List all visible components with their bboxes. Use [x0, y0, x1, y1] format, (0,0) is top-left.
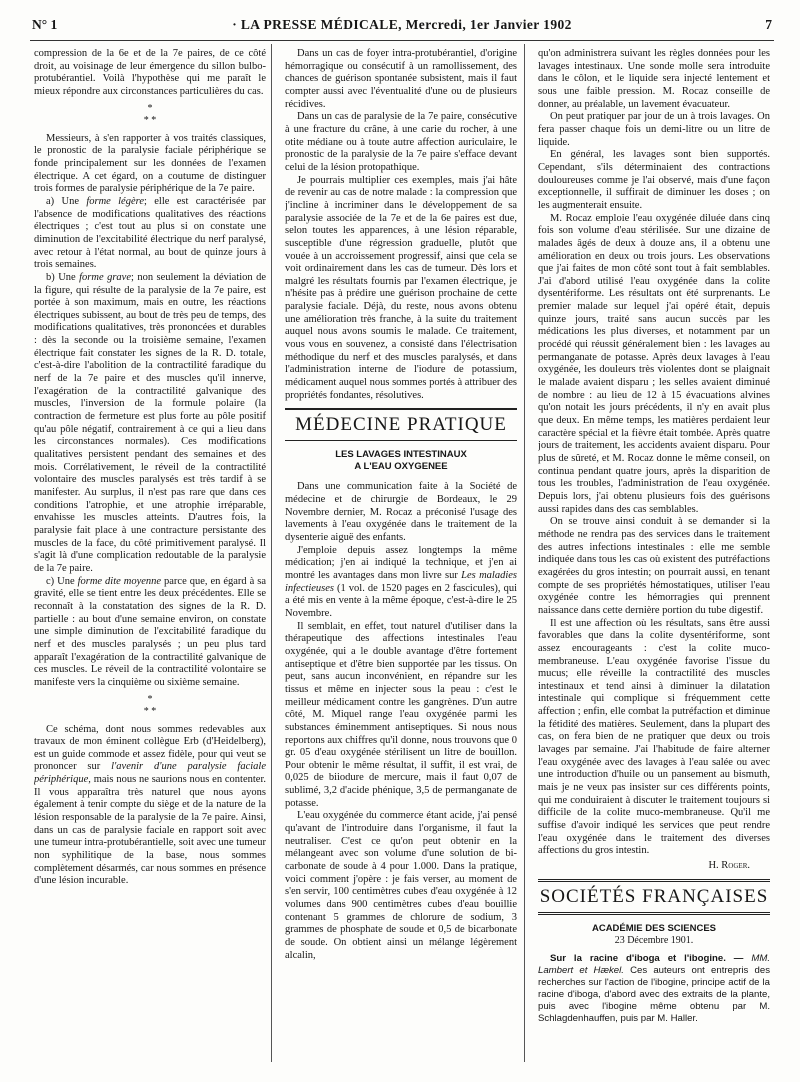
paragraph: Il est une affection où les résultats, sans être aussi favorables que dans la colite dysentériforme, sont assez encourageants : c'est la colite muco-membraneuse. L'eau oxygénée favorise l'issue du mucus; elle réveille la contractilité des muscles intestinaux et tend ainsi à diminuer la dilatation intestinale qui complique si fréquemment cette affection ; enfin, elle combat la putréfaction et diminue la fétidité des matières. Seulement, dans la plupart des cas, on fera bien de ne pratiquer que deux ou trois lavages par semaine. J'ai l'habitude de faire alterner l'eau oxygénée avec des lavages à l'eau salée ou avec une introduction d'huile ou un pansement au bismuth, mais je ne veux pas insister sur ces différents points, qui me conduiraient à discuter le traitement toujours si difficile de la colite muco-membraneuse. Qu'il me suffise d'avoir indiqué les services que peut rendre l'eau oxygénée dans le traitement des diverses affections du gros intestin.: [538, 617, 770, 857]
paragraph: compression de la 6e et de la 7e paires, de ce côté droit, au voisinage de leur émergence du sillon bulbo-protubérantiel. Voilà l'hypothèse qui me paraît le mieux répondre aux circonstances particulières du cas.: [34, 48, 266, 97]
separator-stars: * * *: [143, 102, 157, 126]
academy-heading: ACADÉMIE DES SCIENCES: [591, 922, 717, 934]
paragraph: Dans un cas de foyer intra-protubérantiel, d'origine hémorragique ou consécutif à un ramollissement, des chances de guérison spontanée subsistent, mais il faut compter aussi avec l'éventualité d'une ou de plusieurs récidives.: [285, 48, 517, 110]
article-title: LES LAVAGES INTESTINAUX A L'EAU OXYGENEE: [335, 449, 467, 473]
paragraph: Dans un cas de paralysie de la 7e paire, consécutive à une fracture du crâne, à une carie du rocher, à une otite médiane ou à toute autre affection auriculaire, le pronostic de la paralysie de la 7e paire s'efface devant celui de la lésion protopathique.: [285, 111, 517, 173]
paragraph: L'eau oxygénée du commerce étant acide, j'ai pensé qu'avant de l'introduire dans l'organisme, il faut la neutraliser. C'est ce qu'on peut obtenir en la mélangeant avec son volume d'une solution de bi-carbonate de soude à 4 pour 1.000. Dans la pratique, voici comment j'opère : je fais verser, au moment de s'en servir, 100 centimètres cubes d'eau oxygénée à 12 volumes dans 900 centimètres cubes d'eau bouillie contenant 5 grammes de chlorure de sodium, 3 grammes de phosphate de soude et 0,5 de bicarbonate de soude. On obtient ainsi un mélange légèrement alcalin,: [285, 810, 517, 961]
paragraph-form-c: c) Une forme dite moyenne parce que, en égard à sa gravité, elle se tient entre les deux précédentes. Elle se reconnaît à la constatation des signes de la R. D. partielle : au bout d'une semaine environ, on constate une simple diminution de l'excitabilité faradique du nerf et des muscles paralysés ; un peu plus tard apparaît l'exagération de la contractilité galvanique de ces muscles. Le réveil de la contractilité volontaire se manifeste vers la cinquième ou sixième semaine.: [34, 575, 266, 688]
paragraph: On se trouve ainsi conduit à se demander si la méthode ne rendra pas des services dans le traitement des autres infections intestinales : elle me semble indiquée dans tous les cas où existent des putréfactions exagérées du gros intestin; on pourrait aussi, en tenant compte de ses propriétés hémostatiques, utiliser l'eau oxygénée contre les hémorragies qui prennent naissance dans cette dernière portion du tube digestif.: [538, 516, 770, 616]
column-2: [285, 48, 517, 1068]
journal-title: · LA PRESSE MÉDICALE, Mercredi, 1er Janvier 1902: [232, 17, 572, 32]
paragraph: Sur la racine d'iboga et l'ibogine. — MM. Lambert et Hækel. Ces auteurs ont entrepris des recherches sur l'action de l'ibogine, principe actif de la racine d'iboga, d'abord avec des extraits de la plante, puis avec l'ibogine même obtenu par M. Schlagdenhauffen, puis par M. Haller.: [538, 952, 770, 1024]
section-title-medecine-pratique: MÉDECINE PRATIQUE: [285, 408, 517, 441]
column-1: [34, 48, 266, 1068]
header-rule: [30, 40, 774, 41]
paragraph: Messieurs, à s'en rapporter à vos traités classiques, le pronostic de la paralysie faciale périphérique se fonde principalement sur les données de l'examen électrique. A cet égard, on a coutume de distinguer trois formes de paralysie périphérique de la 7e paire.: [34, 132, 266, 195]
paragraph: qu'on administrera suivant les règles données pour les lavages intestinaux. Une sonde molle sera introduite dans le côlon, et le liquide sera injecté lentement et sous une faible pression. M. Rocaz conseille de donner, au préalable, un lavement évacuateur.: [538, 48, 770, 110]
author-signature: H. Roger.: [708, 860, 750, 871]
paragraph: On peut pratiquer par jour de un à trois lavages. On fera passer chaque fois un demi-litre ou un litre de liquide.: [538, 111, 770, 148]
separator-stars: * * *: [143, 693, 157, 717]
paragraph: Je pourrais multiplier ces exemples, mais j'ai hâte de revenir au cas de notre malade : la compression que j'incline à incriminer dans le développement de sa paralysie associée de la 7e et de la 6e paires est due, selon toutes les apparences, à une lésion réparable, susceptible d'une régression graduelle, plutôt que vouée à un accroissement progressif, ainsi que cela se voit ordinairement dans les cas de tumeur. Dès lors et malgré les résultats fournis par l'examen électrique, je n'hésite pas à prédire une guérison prochaine de cette paralysie faciale. Déjà, du reste, nous avons obtenu une amélioration très franche, à la suite du traitement auquel nous avons soumis le malade. Ce traitement, vous vous en souvenez, a consisté dans l'électrisation méthodique du nerf et des muscles paralysés, et dans l'administration interne de l'iodure de potassium, médicament auquel nous sommes portés à attribuer des propriétés fondantes, résolutives.: [285, 174, 517, 401]
column-divider-1: [271, 44, 272, 1062]
paragraph: M. Rocaz emploie l'eau oxygénée diluée dans cinq fois son volume d'eau stérilisée. Sur une dizaine de malades âgés de deux à douze ans, il a obtenu une amélioration en deux ou trois jours. Les observations que j'ai faites de mon côté sont tout à fait semblables. J'ai d'abord utilisé l'eau oxygénée dans la colite dysentériforme. Les résultats ont été surprenants. Le premier malade sur lequel j'ai opéré était, depuis quinze jours, traité sans aucun succès par les médications les plus diverses, et notamment par un procédé qui réussit généralement bien : les lavages au permanganate de potasse. Après deux lavages à l'eau oxygénée, les douleurs très violentes dont se plaignait le malade avaient disparu ; les selles avaient diminué de nombre : au lieu de 12 à 15 évacuations alvines qu'on notait les jours précédents, il n'y en avait plus que deux. En même temps, les matières perdaient leur caractère spécial et la fièvre était tombée. Après quatre jours de traitement, les accidents avaient disparu. Pour plus de sûreté, et M. Rocaz donne le même conseil, on continua pendant quatre jours, après la disparition de tous les troubles, l'administration de l'eau oxygénée. Depuis lors, j'ai obtenu plusieurs fois des guérisons aussi rapides dans des cas semblables.: [538, 212, 770, 515]
page-header: [32, 14, 772, 36]
issue-number: N° 1: [32, 17, 58, 32]
paragraph-form-a: a) Une forme légère; elle est caractérisée par l'absence de modifications qualitatives des réactions électriques ; c'est tout au plus si on constate une diminution de l'excitabilité électrique du nerf paralysé, avec retour à l'état normal, au bout de quinze jours à trois semaines.: [34, 195, 266, 271]
paragraph: Dans une communication faite à la Société de médecine et de chirurgie de Bordeaux, le 29 Novembre dernier, M. Rocaz a préconisé l'usage des lavements à l'eau oxygénée dans le traitement de la dysenterie aiguë des enfants.: [285, 481, 517, 543]
section-title-societes-francaises: SOCIÉTÉS FRANÇAISES: [538, 879, 770, 915]
page-number: 7: [765, 17, 772, 32]
paragraph: Ce schéma, dont nous sommes redevables aux travaux de mon éminent collègue Erb (d'Heidelberg), est un guide commode et assez fidèle, pour qui veut se prononcer sur l'avenir d'une paralysie faciale périphérique, mais nous ne saurions nous en contenter. Il vous apparaîtra très naturel que nous ayons également à tenir compte du siège et de la nature de la lésion responsable de la paralysie de la 7e paire. Ainsi, dans un cas de paralysie faciale en rapport soit avec une tumeur intra-protubérantielle, soit avec une tumeur non syphilitique de la base, nous sommes complètement désarmés, car nous sommes en présence d'une lésion incurable.: [34, 723, 266, 887]
session-date: 23 Décembre 1901.: [614, 934, 694, 946]
paragraph-form-b: b) Une forme grave; non seulement la déviation de la figure, qui résulte de la paralysie de la 7e paire, est portée à son maximum, mais en outre, les réactions électriques subissent, au bout de très peu de temps, des modifications qualitatives, très prononcées et durables : dès la seconde ou la troisième semaine, l'examen électrique fait constater les signes de la R. D. totale, c'est-à-dire l'abolition de la contractilité faradique du nerf de la 7e paire et des muscles qu'il innerve, l'exagération de la contractilité galvanique des muscles, l'inversion de la formule polaire (la contraction de fermeture est plus forte au pôle positif qu'au pôle négatif, contrairement à ce qui a lieu dans les circonstances normales). Ces modifications qualitatives persistent pendant des semaines et des mois. Corrélativement, le réveil de la contractilité volontaire des muscles paralysés est très tardif à se manifester. Au surplus, il n'est pas rare que dans ces conditions l'atrophie, et une atrophie irréparable, envahisse les muscles atteints. D'autres fois, la paralysie fait place à une contracture persistante des muscles de la face, du côté primitivement paralysé. Il s'agit là d'une complication redoutable de la paralysie de la 7e paire.: [34, 271, 266, 574]
paragraph: J'emploie depuis assez longtemps la même médication; j'en ai indiqué la technique, et j'en ai montré les avantages dans mon livre sur Les maladies infectieuses (1 vol. de 1520 pages en 2 fascicules), qui a été mis en vente à la même époque, c'est-à-dire le 25 Novembre.: [285, 544, 517, 619]
column-divider-2: [524, 44, 525, 1062]
column-3: [538, 48, 770, 1068]
paragraph: Il semblait, en effet, tout naturel d'utiliser dans la thérapeutique des affections intestinales l'eau oxygénée, qui a le double avantage d'être fortement antiseptique et d'être bien supportée par les tissus. On peut, sans aucun inconvénient, en répandre sur les tissus et même en injecter sous la peau : c'est le meilleur médicament contre les gangrènes. D'un autre côté, M. Miquel range l'eau oxygénée parmi les substances éminemment antiseptiques. Si nous nous reportons aux chiffres qu'il donne, nous trouvons que 0 gr. 05 d'eau oxygénée stérilisent un litre de bouillon. Pour obtenir le même résultat, il suffit, il est vrai, de 0,025 de biiodure de mercure, mais il faut 0,07 de sublimé, 3,2 d'acide phénique, 3,5 de permanganate de potasse.: [285, 620, 517, 809]
paragraph: En général, les lavages sont bien supportés. Cependant, s'ils déterminaient des contractions douloureuses comme je l'ai observé, mais d'une façon exceptionnelle, il suffirait de diminuer les doses ; on les augmenterait ensuite.: [538, 149, 770, 211]
